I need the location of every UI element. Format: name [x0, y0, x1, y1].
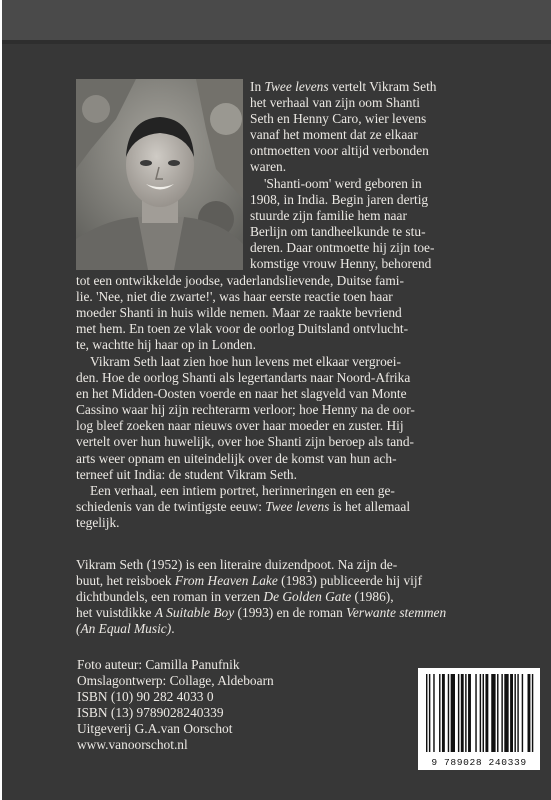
bio-text: het vuistdikke — [76, 605, 155, 621]
paragraph-line: Berlijn om tandheelkunde te stu- — [250, 224, 426, 240]
paragraph-2-full — [76, 273, 546, 353]
barcode-bar — [491, 674, 495, 752]
barcode — [418, 668, 540, 770]
bio-text: (1983) publiceerde hij vijf — [277, 573, 423, 589]
paragraph-line: lie. 'Nee, niet die zwarte!', was haar eerste reactie toen haar — [76, 289, 393, 305]
author-bio — [76, 557, 546, 637]
barcode-bar — [510, 674, 513, 752]
barcode-bar — [451, 674, 455, 752]
paragraph-line: stuurde zijn familie hem naar — [250, 208, 407, 224]
publisher-name: Uitgeverij G.A.van Oorschot — [77, 721, 233, 736]
book-title-italic: Twee levens — [265, 499, 330, 515]
intro-paragraph — [250, 79, 545, 176]
bio-line: Vikram Seth (1952) is een literaire duizendpoot. Na zijn de- — [76, 557, 398, 572]
barcode-bar — [465, 674, 466, 752]
bio-line — [76, 573, 546, 589]
paragraph-4 — [76, 483, 546, 531]
intro-text: In — [250, 79, 265, 94]
isbn-13: ISBN (13) 9789028240339 — [77, 705, 224, 720]
barcode-bar — [504, 674, 508, 752]
barcode-bar — [522, 674, 523, 752]
barcode-bars — [418, 668, 540, 754]
paragraph-line — [76, 499, 546, 515]
book-title-italic: (An Equal Music) — [76, 621, 172, 637]
book-title-italic: From Heaven Lake — [174, 573, 278, 589]
paragraph-text: schiedenis van de twintigste eeuw: — [76, 499, 266, 515]
publisher-website: www.vanoorschot.nl — [77, 737, 188, 752]
intro-line: vanaf het moment dat ze elkaar — [250, 127, 418, 143]
barcode-bar — [439, 674, 440, 752]
cover-top-shadow — [2, 40, 551, 44]
paragraph-line: Cassino waar hij zijn rechterarm verloor; hoe Henny na de oor- — [76, 402, 415, 418]
cover-design-credit: Omslagontwerp: Collage, Aldeboarn — [77, 673, 274, 688]
paragraph-line: terneef uit India: de student Vikram Seth. — [76, 466, 297, 482]
isbn-10: ISBN (10) 90 282 4033 0 — [77, 689, 214, 704]
barcode-bar — [483, 674, 484, 752]
barcode-bar — [517, 674, 518, 752]
barcode-bar — [514, 674, 515, 752]
barcode-bar — [480, 674, 481, 752]
book-title-italic: A Suitable Boy — [154, 605, 235, 621]
intro-line: het verhaal van zijn oom Shanti — [250, 95, 420, 111]
photo-credit: Foto auteur: Camilla Panufnik — [77, 657, 240, 672]
barcode-bar — [433, 674, 434, 752]
barcode-bar — [497, 674, 498, 752]
barcode-bar — [426, 674, 427, 752]
bio-text: (1986), — [351, 589, 394, 605]
barcode-bar — [475, 674, 476, 752]
paragraph-line: deren. Daar ontmoette hij zijn toe- — [250, 240, 435, 256]
bio-text: (1993) en de roman — [234, 605, 347, 621]
paragraph-line: tot een ontwikkelde joodse, vaderlandslievende, Duitse fami- — [76, 273, 404, 288]
paragraph-line: tegelijk. — [76, 515, 120, 531]
intro-line — [250, 79, 545, 95]
paragraph-line: den. Hoe de oorlog Shanti als legertandarts naar Noord-Afrika — [76, 370, 411, 386]
paragraph-line: 'Shanti-oom' werd geboren in — [264, 176, 422, 191]
author-photo — [76, 79, 243, 270]
paragraph-line: Vikram Seth laat zien hoe hun levens met elkaar vergroei- — [90, 354, 401, 369]
bio-text: buut, het reisboek — [76, 573, 175, 589]
barcode-bar — [448, 674, 449, 752]
paragraph-line: arts weer opnam en uiteindelijk over de komst van hun ach- — [76, 450, 397, 466]
barcode-bar — [458, 674, 459, 752]
bio-line — [76, 621, 546, 637]
book-title-italic: Verwante stemmen — [346, 605, 447, 621]
paragraph-text: is het allemaal — [329, 499, 411, 515]
paragraph-line: moeder Shanti in huis wilde nemen. Maar ze raakte bevriend — [76, 305, 402, 321]
barcode-bar — [442, 674, 445, 752]
intro-line: Seth en Henny Caro, wier levens — [250, 111, 427, 127]
bio-text: . — [171, 621, 175, 637]
book-title-italic: De Golden Gate — [263, 589, 352, 605]
barcode-bar — [528, 674, 531, 752]
barcode-bar — [501, 674, 502, 752]
paragraph-line: 1908, in India. Begin jaren dertig — [250, 192, 429, 208]
book-title-italic: Twee levens — [264, 79, 329, 94]
paragraph-line: log bleef zoeken naar nieuws over haar moeder en zuster. Hij — [76, 418, 404, 434]
intro-line: ontmoetten voor altijd verbonden — [250, 143, 429, 159]
barcode-bar — [461, 674, 464, 752]
cover-top-edge — [2, 0, 551, 44]
barcode-bar — [468, 674, 471, 752]
book-back-cover — [2, 0, 551, 800]
bio-line — [76, 589, 546, 605]
paragraph-line: vertelt over hun huwelijk, over hoe Shanti zijn beroep als tand- — [76, 434, 415, 450]
paragraph-line: Een verhaal, een intiem portret, herinneringen en een ge- — [90, 483, 395, 498]
paragraph-line: komstige vrouw Henny, behorend — [250, 256, 432, 272]
intro-line: waren. — [250, 159, 287, 175]
barcode-number: 9 789028 240339 — [431, 757, 527, 768]
barcode-bar — [429, 674, 430, 752]
paragraph-line: en het Midden-Oosten voerde en naar het slagveld van Monte — [76, 386, 407, 402]
paragraph-2-side — [250, 176, 545, 273]
bio-text: dichtbundels, een roman in verzen — [76, 589, 264, 605]
paragraph-line: met hem. En toen ze vlak voor de oorlog Duitsland ontvlucht- — [76, 321, 409, 337]
bio-line — [76, 605, 546, 621]
barcode-bar — [485, 674, 488, 752]
paragraph-3 — [76, 354, 546, 483]
paragraph-line: te, wachtte hij haar op in Londen. — [76, 337, 256, 353]
intro-text: vertelt Vikram Seth — [328, 79, 437, 94]
author-portrait-illustration — [76, 79, 243, 270]
barcode-bar — [532, 674, 533, 752]
